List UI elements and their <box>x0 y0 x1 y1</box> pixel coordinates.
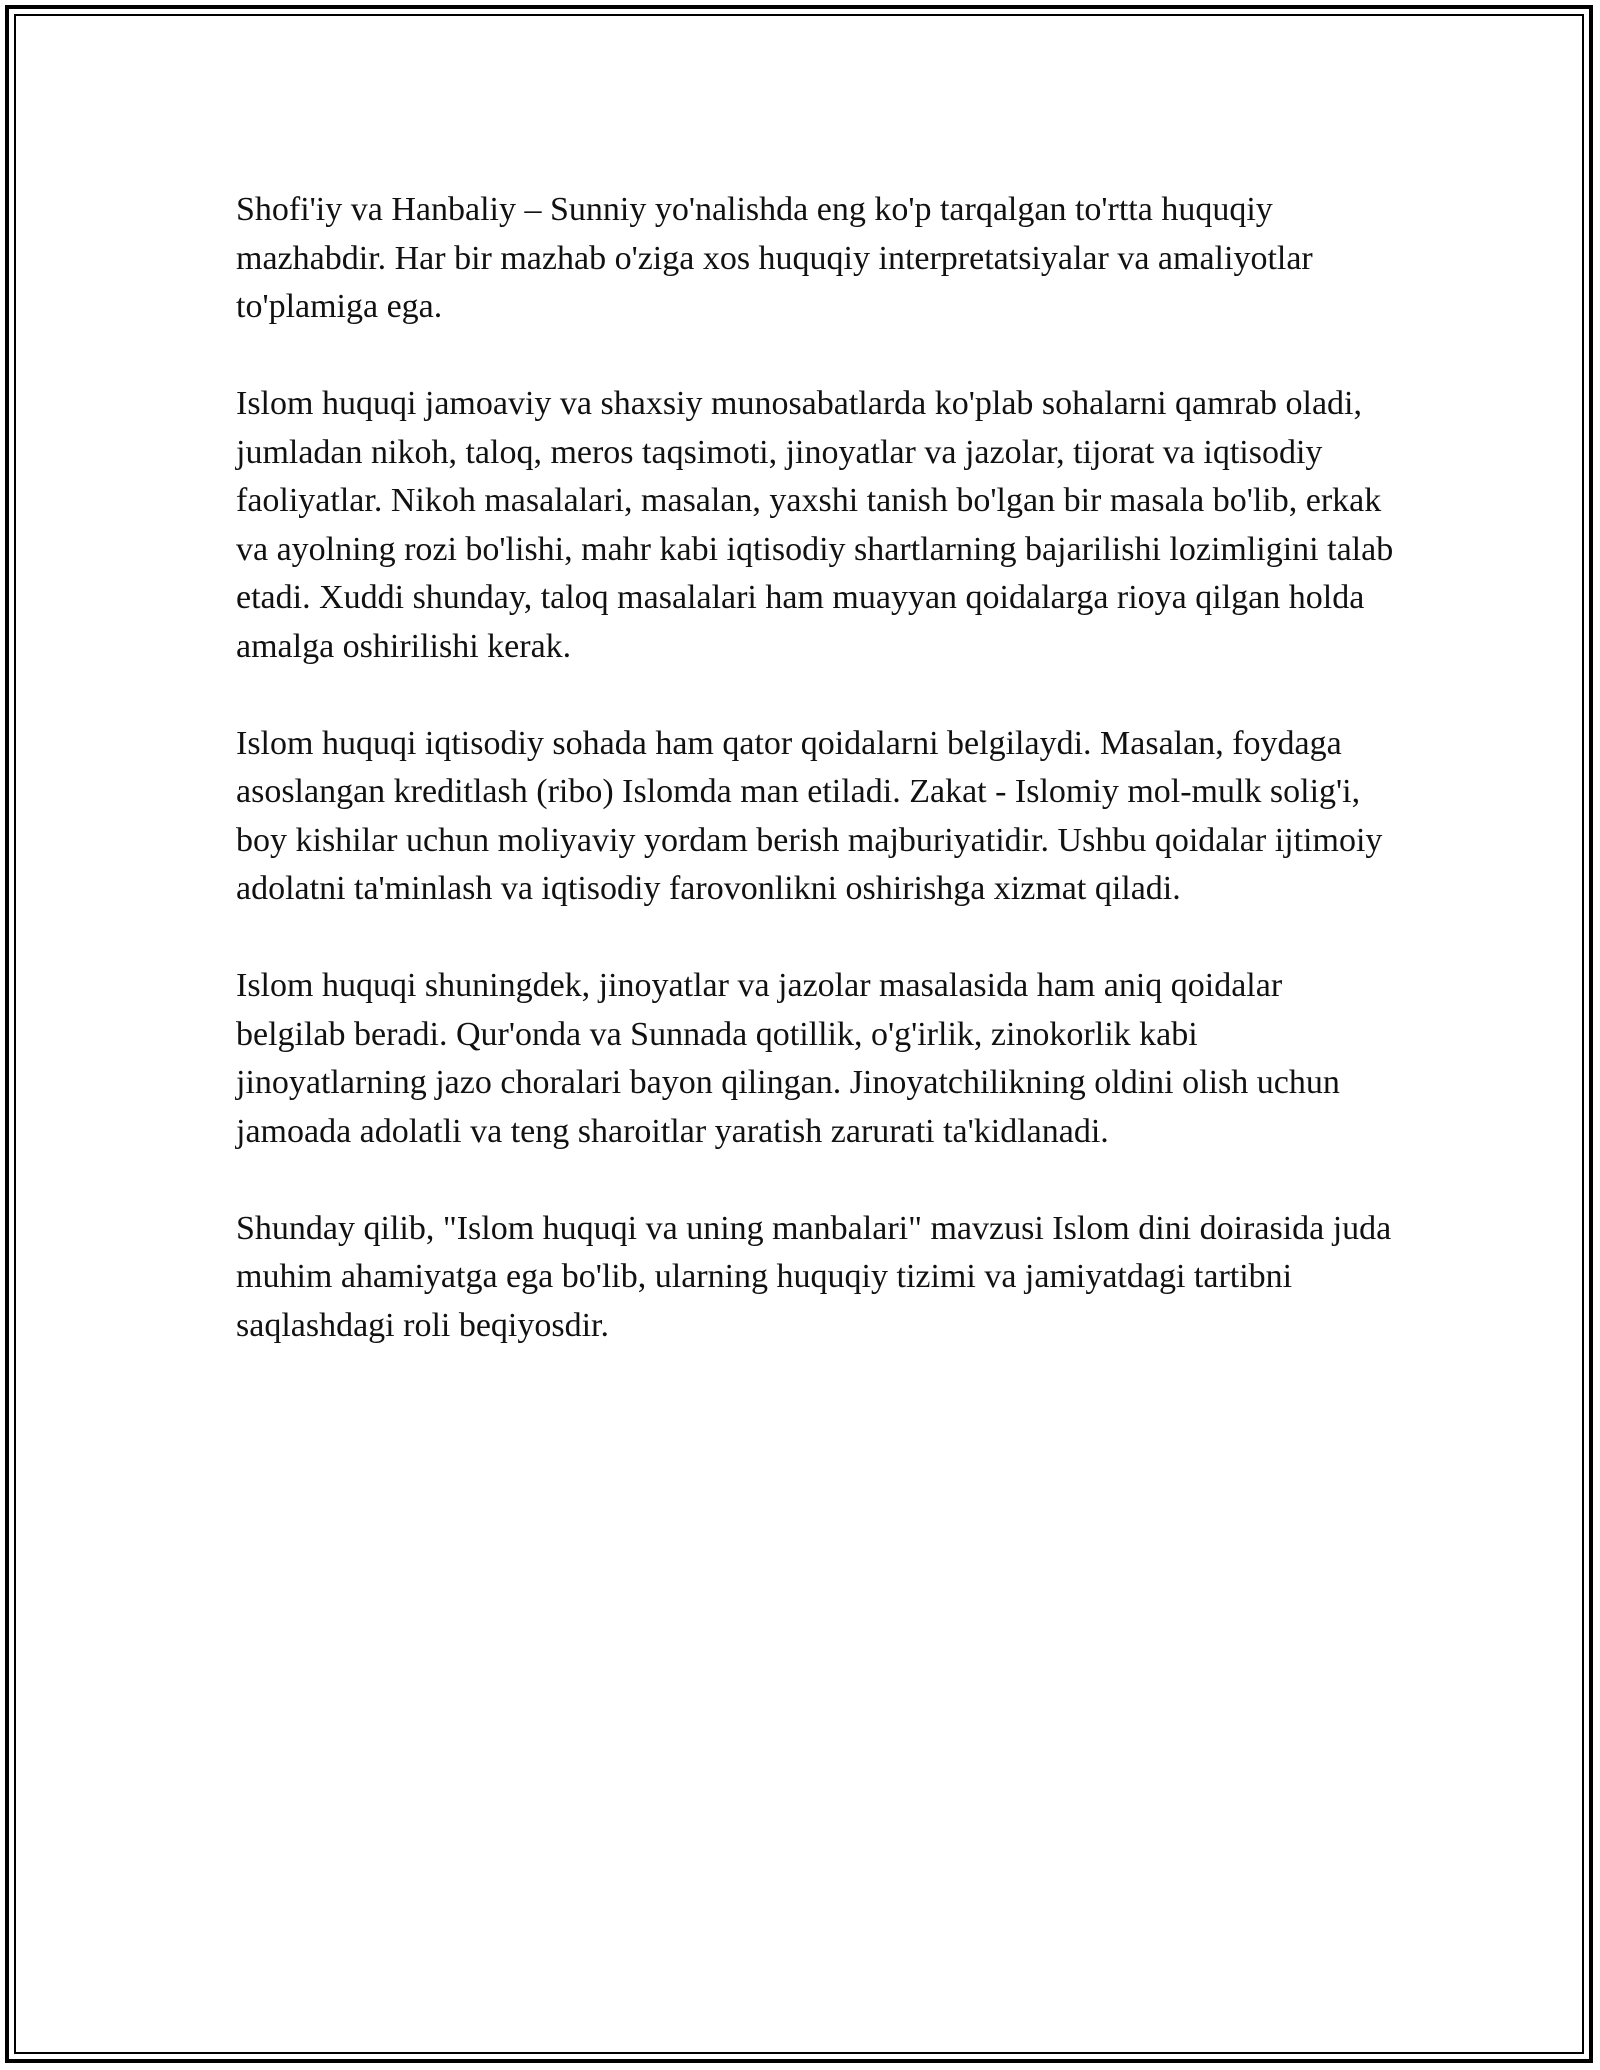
paragraph-5: Shunday qilib, "Islom huquqi va uning manbalari" mavzusi Islom dini doirasida juda muhim ahamiyatga ega bo'lib, ularning huquqiy tizimi va jamiyatdagi tartibni saqlashdagi roli beqiyosdir. <box>236 1209 1392 1344</box>
paragraph-4: Islom huquqi shuningdek, jinoyatlar va jazolar masalasida ham aniq qoidalar belgilab beradi. Qur'onda va Sunnada qotillik, o'g'irlik, zinokorlik kabi jinoyatlarning jazo choralari bayon qilingan. Jinoyatchilikning oldini olish uchun jamoada adolatli va teng sharoitlar yaratish zarurati ta'kidlanadi. <box>236 967 1340 1150</box>
paragraph-3: Islom huquqi iqtisodiy sohada ham qator qoidalarni belgilaydi. Masalan, foydaga asoslangan kreditlash (ribo) Islomda man etiladi. Zakat - Islomiy mol-mulk solig'i, boy kishilar uchun moliyaviy yordam berish majburiyatidir. Ushbu qoidalar ijtimoiy adolatni ta'minlash va iqtisodiy farovonlikni oshirishga xizmat qiladi. <box>236 724 1383 907</box>
paragraph-1: Shofi'iy va Hanbaliy – Sunniy yo'nalishda eng ko'p tarqalgan to'rtta huquqiy mazhabdir. Har bir mazhab o'ziga xos huquqiy interpretatsiyalar va amaliyotlar to'plamiga ega. <box>236 191 1313 325</box>
paragraph-2: Islom huquqi jamoaviy va shaxsiy munosabatlarda ko'plab sohalarni qamrab oladi, jumladan nikoh, taloq, meros taqsimoti, jinoyatlar va jazolar, tijorat va iqtisodiy faoliyatlar. Nikoh masalalari, masalan, yaxshi tanish bo'lgan bir masala bo'lib, erkak va ayolning rozi bo'lishi, mahr kabi iqtisodiy shartlarning bajarilishi lozimligini talab etadi. Xuddi shunday, taloq masalalari ham muayyan qoidalarga rioya qilgan holda amalga oshirilishi kerak. <box>236 385 1394 665</box>
document-body <box>236 186 1396 1399</box>
